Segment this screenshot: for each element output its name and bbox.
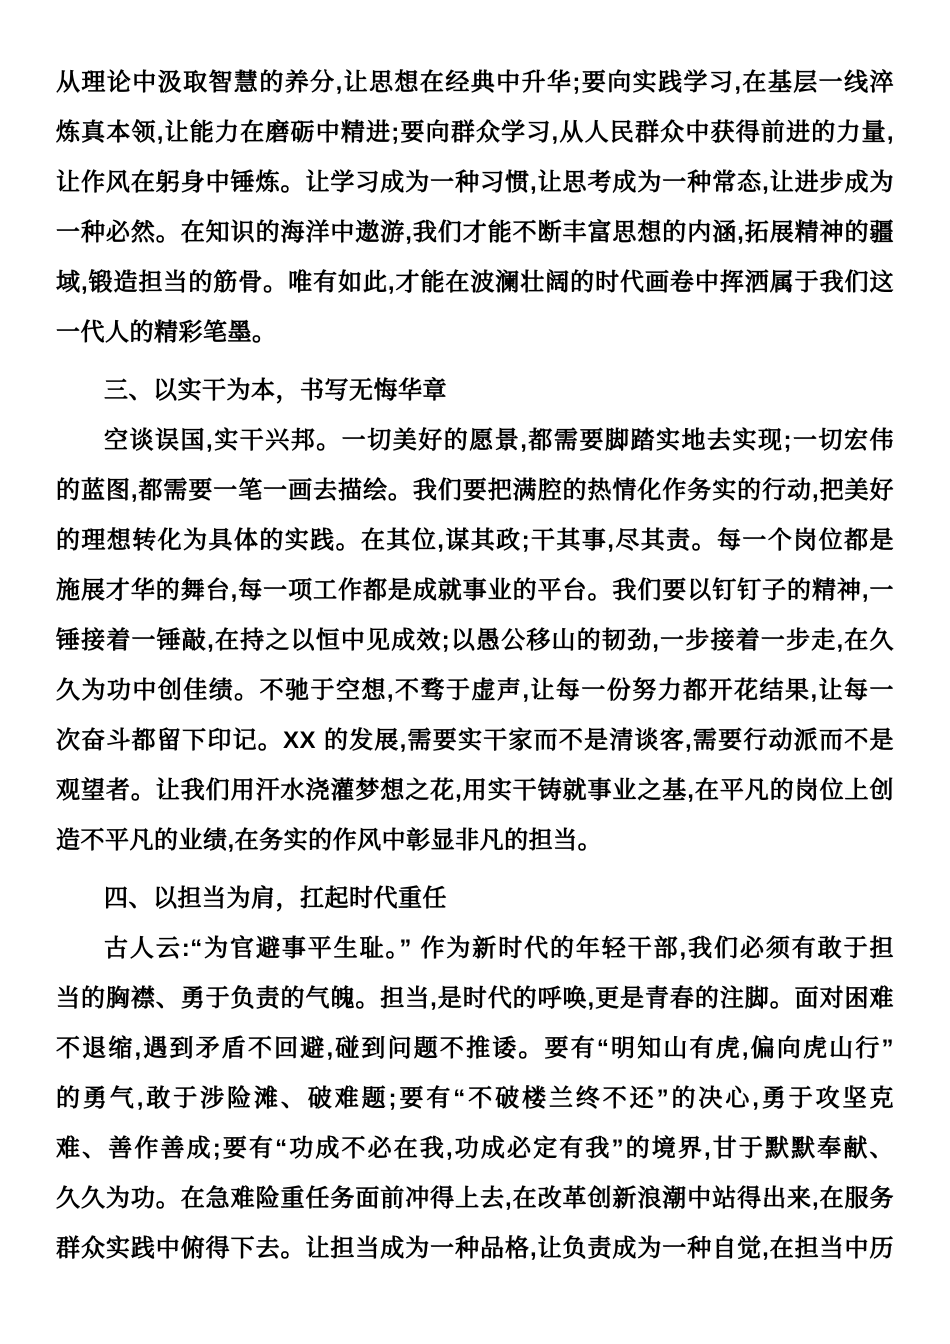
text-line: 的理想转化为具体的实践。在其位,谋其政;干其事,尽其责。每一个岗位都是	[56, 527, 894, 554]
text-line: 久为功中创佳绩。不驰于空想,不骛于虚声,让每一份努力都开花结果,让每一	[56, 677, 894, 704]
paragraph-hard-work	[56, 416, 894, 866]
text-line: 当的胸襟、勇于负责的气魄。担当,是时代的呼唤,更是青春的注脚。面对困难	[56, 985, 894, 1012]
section-heading-4: 四、以担当为肩，扛起时代重任	[104, 885, 447, 912]
text-line: 一种必然。在知识的海洋中遨游,我们才能不断丰富思想的内涵,拓展精神的疆	[56, 219, 894, 246]
section-heading-3: 三、以实干为本，书写无悔华章	[104, 377, 447, 404]
text-line: 施展才华的舞台,每一项工作都是成就事业的平台。我们要以钉钉子的精神,一	[56, 577, 894, 604]
text-line: 炼真本领,让能力在磨砺中精进;要向群众学习,从人民群众中获得前进的力量,	[56, 119, 894, 146]
text-line: 难、善作善成;要有“功成不必在我,功成必定有我”的境界,甘于默默奉献、	[56, 1135, 894, 1162]
text-line: 造不平凡的业绩,在务实的作风中彰显非凡的担当。	[56, 827, 603, 854]
text-line: 的蓝图,都需要一笔一画去描绘。我们要把满腔的热情化作务实的行动,把美好	[56, 477, 894, 504]
text-line: 次奋斗都留下印记。XX 的发展,需要实干家而不是清谈客,需要行动派而不是	[56, 727, 894, 754]
text-line: 久久为功。在急难险重任务面前冲得上去,在改革创新浪潮中站得出来,在服务	[56, 1185, 894, 1212]
text-line: 不退缩,遇到矛盾不回避,碰到问题不推诿。要有“明知山有虎,偏向虎山行”	[56, 1035, 894, 1062]
text-line: 让作风在躬身中锤炼。让学习成为一种习惯,让思考成为一种常态,让进步成为	[56, 169, 894, 196]
text-line: 一代人的精彩笔墨。	[56, 319, 277, 346]
text-line: 域,锻造担当的筋骨。唯有如此,才能在波澜壮阔的时代画卷中挥洒属于我们这	[56, 269, 894, 296]
text-line: 群众实践中俯得下去。让担当成为一种品格,让负责成为一种自觉,在担当中历	[56, 1235, 894, 1262]
paragraph-learning	[56, 58, 894, 358]
text-line: 空谈误国,实干兴邦。一切美好的愿景,都需要脚踏实地去实现;一切宏伟	[104, 427, 894, 454]
text-line: 古人云:“为官避事平生耻。” 作为新时代的年轻干部,我们必须有敢于担	[104, 935, 894, 962]
text-line: 从理论中汲取智慧的养分,让思想在经典中升华;要向实践学习,在基层一线淬	[56, 69, 894, 96]
text-line: 的勇气,敢于涉险滩、破难题;要有“不破楼兰终不还”的决心,勇于攻坚克	[56, 1085, 894, 1112]
text-line: 观望者。让我们用汗水浇灌梦想之花,用实干铸就事业之基,在平凡的岗位上创	[56, 777, 894, 804]
paragraph-responsibility	[56, 924, 894, 1274]
text-line: 锤接着一锤敲,在持之以恒中见成效;以愚公移山的韧劲,一步接着一步走,在久	[56, 627, 894, 654]
